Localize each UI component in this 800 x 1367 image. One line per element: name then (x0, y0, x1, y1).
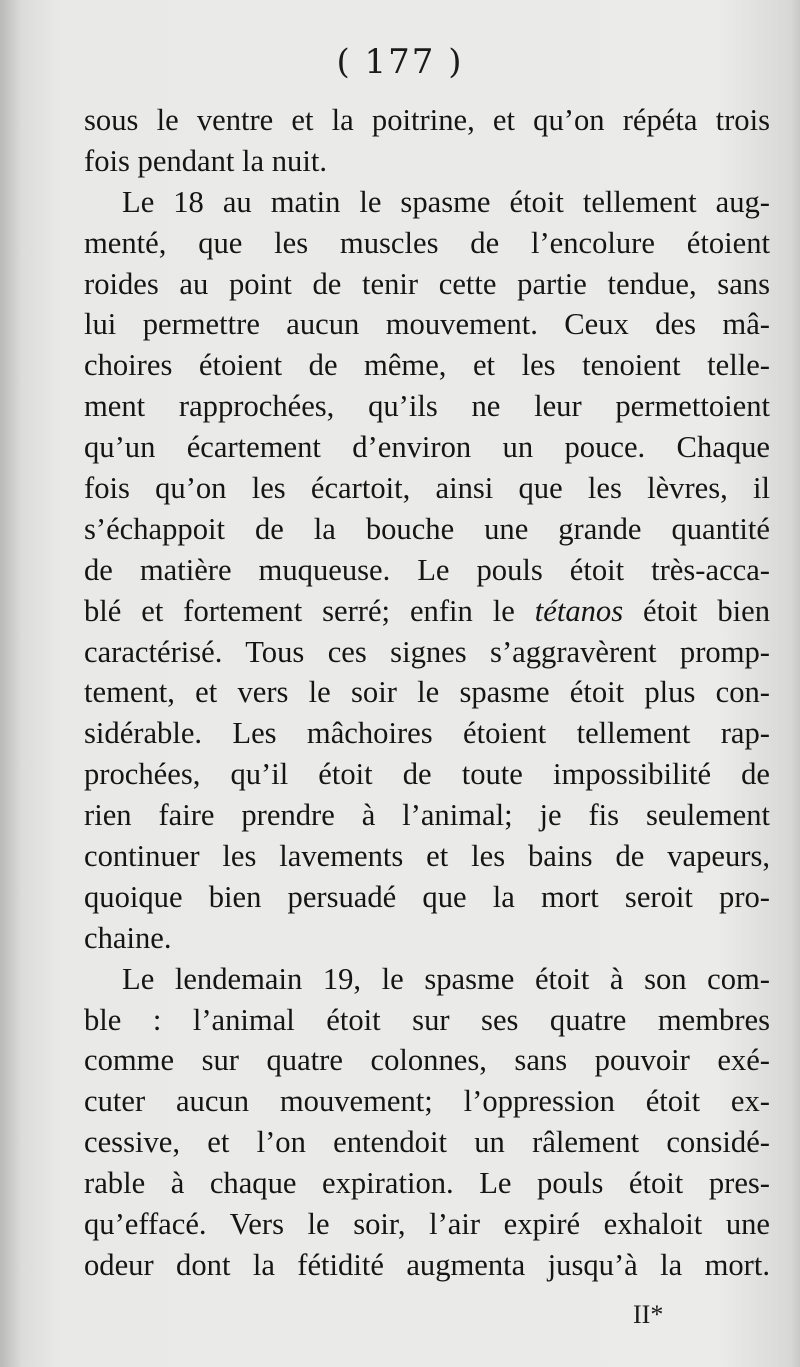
text-line: sidérable. Les mâchoires étoient tellement rap- (84, 716, 770, 751)
text-line: cuter aucun mouvement; l’oppression étoit ex- (84, 1084, 770, 1119)
text-line: fois pendant la nuit. (84, 143, 328, 178)
text-line: qu’effacé. Vers le soir, l’air expiré exhaloit une (84, 1207, 770, 1242)
page-number: ( 177 ) (336, 42, 464, 82)
text-line: rable à chaque expiration. Le pouls étoit pres- (84, 1166, 770, 1201)
text-line: comme sur quatre colonnes, sans pouvoir exé- (84, 1043, 770, 1078)
text-line: odeur dont la fétidité augmenta jusqu’à la mort. (84, 1247, 770, 1282)
text-line: roides au point de tenir cette partie tendue, sans (84, 266, 770, 301)
text-segment: étoit bien (623, 593, 770, 628)
text-line: chaine. (84, 920, 172, 955)
text-line: menté, que les muscles de l’encolure étoient (84, 225, 770, 260)
text-line: Le 18 au matin le spasme étoit tellement aug- (122, 184, 770, 219)
text-line: ment rapprochées, qu’ils ne leur permettoient (84, 389, 770, 424)
text-line: s’échappoit de la bouche une grande quantité (84, 511, 770, 546)
text-segment: blé et fortement serré; enfin le (84, 593, 535, 628)
text-line: tement, et vers le soir le spasme étoit plus con- (84, 675, 770, 710)
text-line: ble : l’animal étoit sur ses quatre membres (84, 1002, 770, 1037)
signature-mark: II* (633, 1300, 664, 1329)
text-line: de matière muqueuse. Le pouls étoit très-acca- (84, 552, 770, 587)
text-line: Le lendemain 19, le spasme étoit à son com- (122, 961, 770, 996)
text-line: sous le ventre et la poitrine, et qu’on répéta trois (84, 103, 770, 137)
text-line: continuer les lavements et les bains de vapeurs, (84, 839, 770, 874)
text-line: qu’un écartement d’environ un pouce. Chaque (84, 430, 770, 465)
text-line: choires étoient de même, et les tenoient telle- (84, 348, 770, 383)
body-text (84, 100, 770, 1286)
text-line: quoique bien persuadé que la mort seroit pro- (84, 879, 770, 914)
text-line: lui permettre aucun mouvement. Ceux des mâ- (84, 307, 770, 342)
text-line: rien faire prendre à l’animal; je fis seulement (84, 798, 770, 833)
text-line: prochées, qu’il étoit de toute impossibilité de (84, 757, 770, 792)
text-line: cessive, et l’on entendoit un râlement considé- (84, 1125, 770, 1160)
text-line (84, 591, 770, 632)
italic-term: tétanos (534, 593, 624, 628)
text-line: caractérisé. Tous ces signes s’aggravèrent promp- (84, 634, 770, 669)
text-line: fois qu’on les écartoit, ainsi que les lèvres, il (84, 471, 770, 506)
